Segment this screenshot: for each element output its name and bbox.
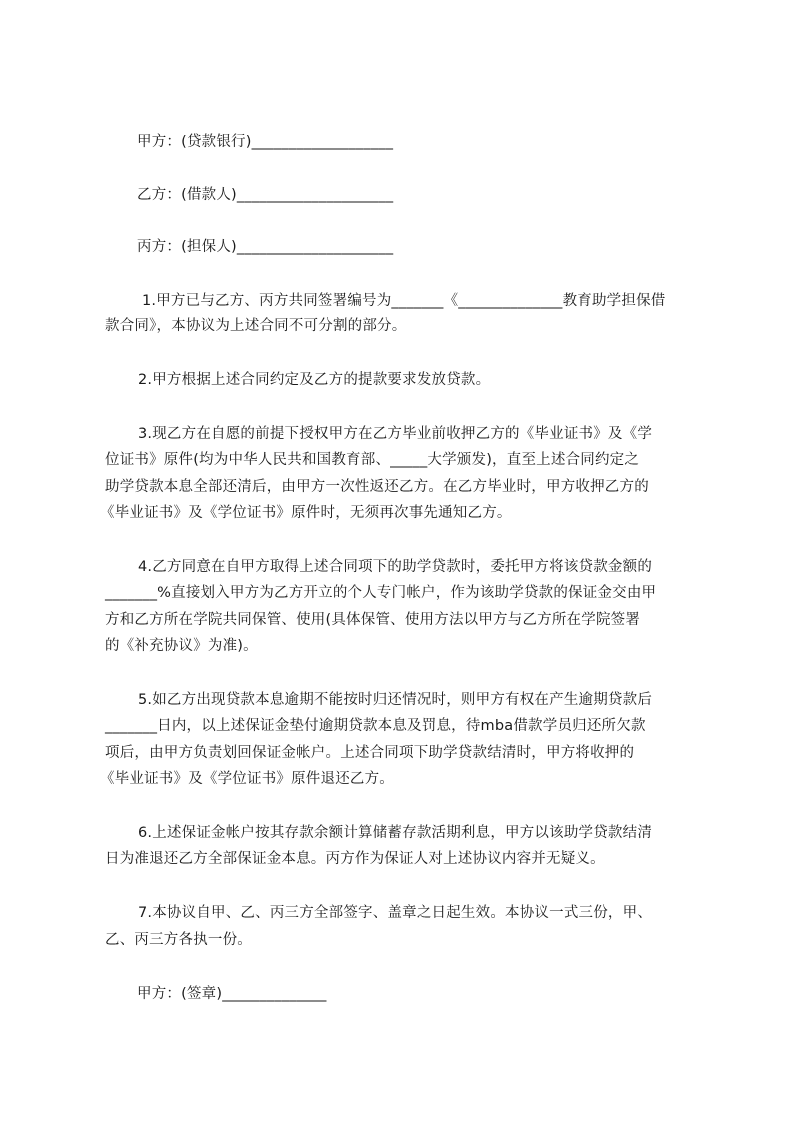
clause-line: 7.本协议自甲、乙、丙三方全部签字、盖章之日起生效。本协议一式三份，甲、	[138, 905, 653, 921]
party-a-line: 甲方：(贷款银行)___________________	[137, 134, 394, 150]
clause-line: 《毕业证书》及《学位证书》原件退还乙方。	[100, 771, 394, 787]
clause-line: 日为准退还乙方全部保证金本息。丙方作为保证人对上述协议内容并无疑义。	[105, 851, 605, 867]
clause-line: _______%直接划入甲方为乙方开立的个人专门帐户，作为该助学贷款的保证金交由甲	[105, 585, 657, 601]
clause-line: 《毕业证书》及《学位证书》原件时，无须再次事先通知乙方。	[100, 505, 512, 521]
clause-line: 助学贷款本息全部还清后，由甲方一次性返还乙方。在乙方毕业时，甲方收押乙方的	[105, 479, 649, 495]
clause-line: 3.现乙方在自愿的前提下授权甲方在乙方毕业前收押乙方的《毕业证书》及《学	[138, 426, 653, 442]
clause-line: 乙、丙三方各执一份。	[105, 932, 252, 948]
clause-line: 1.甲方已与乙方、丙方共同签署编号为_______《______________教育助学担保借	[142, 293, 666, 309]
signature-line: 甲方：(签章)______________	[137, 986, 327, 1002]
clause-line: 方和乙方所在学院共同保管、使用(具体保管、使用方法以甲方与乙方所在学院签署	[105, 612, 641, 628]
clause-line: 4.乙方同意在自甲方取得上述合同项下的助学贷款时，委托甲方将该贷款金额的	[138, 559, 653, 575]
party-b-line: 乙方：(借款人)_____________________	[137, 187, 394, 203]
clause-line: 5.如乙方出现贷款本息逾期不能按时归还情况时，则甲方有权在产生逾期贷款后	[138, 692, 653, 708]
clause-line: 的《补充协议》为准)。	[105, 638, 258, 654]
party-c-line: 丙方：(担保人)_____________________	[137, 239, 394, 255]
clause-line: 位证书》原件(均为中华人民共和国教育部、_____大学颁发)，直至上述合同约定之	[105, 452, 640, 468]
clause-line: 6.上述保证金帐户按其存款余额计算储蓄存款活期利息，甲方以该助学贷款结清	[138, 825, 653, 841]
clause-line: 2.甲方根据上述合同约定及乙方的提款要求发放贷款。	[138, 372, 491, 388]
clause-line: 项后，由甲方负责划回保证金帐户。上述合同项下助学贷款结清时，甲方将收押的	[105, 745, 635, 761]
clause-line: 款合同》，本协议为上述合同不可分割的部分。	[105, 318, 407, 334]
clause-line: _______日内，以上述保证金垫付逾期贷款本息及罚息，待mba借款学员归还所欠款	[105, 718, 646, 734]
